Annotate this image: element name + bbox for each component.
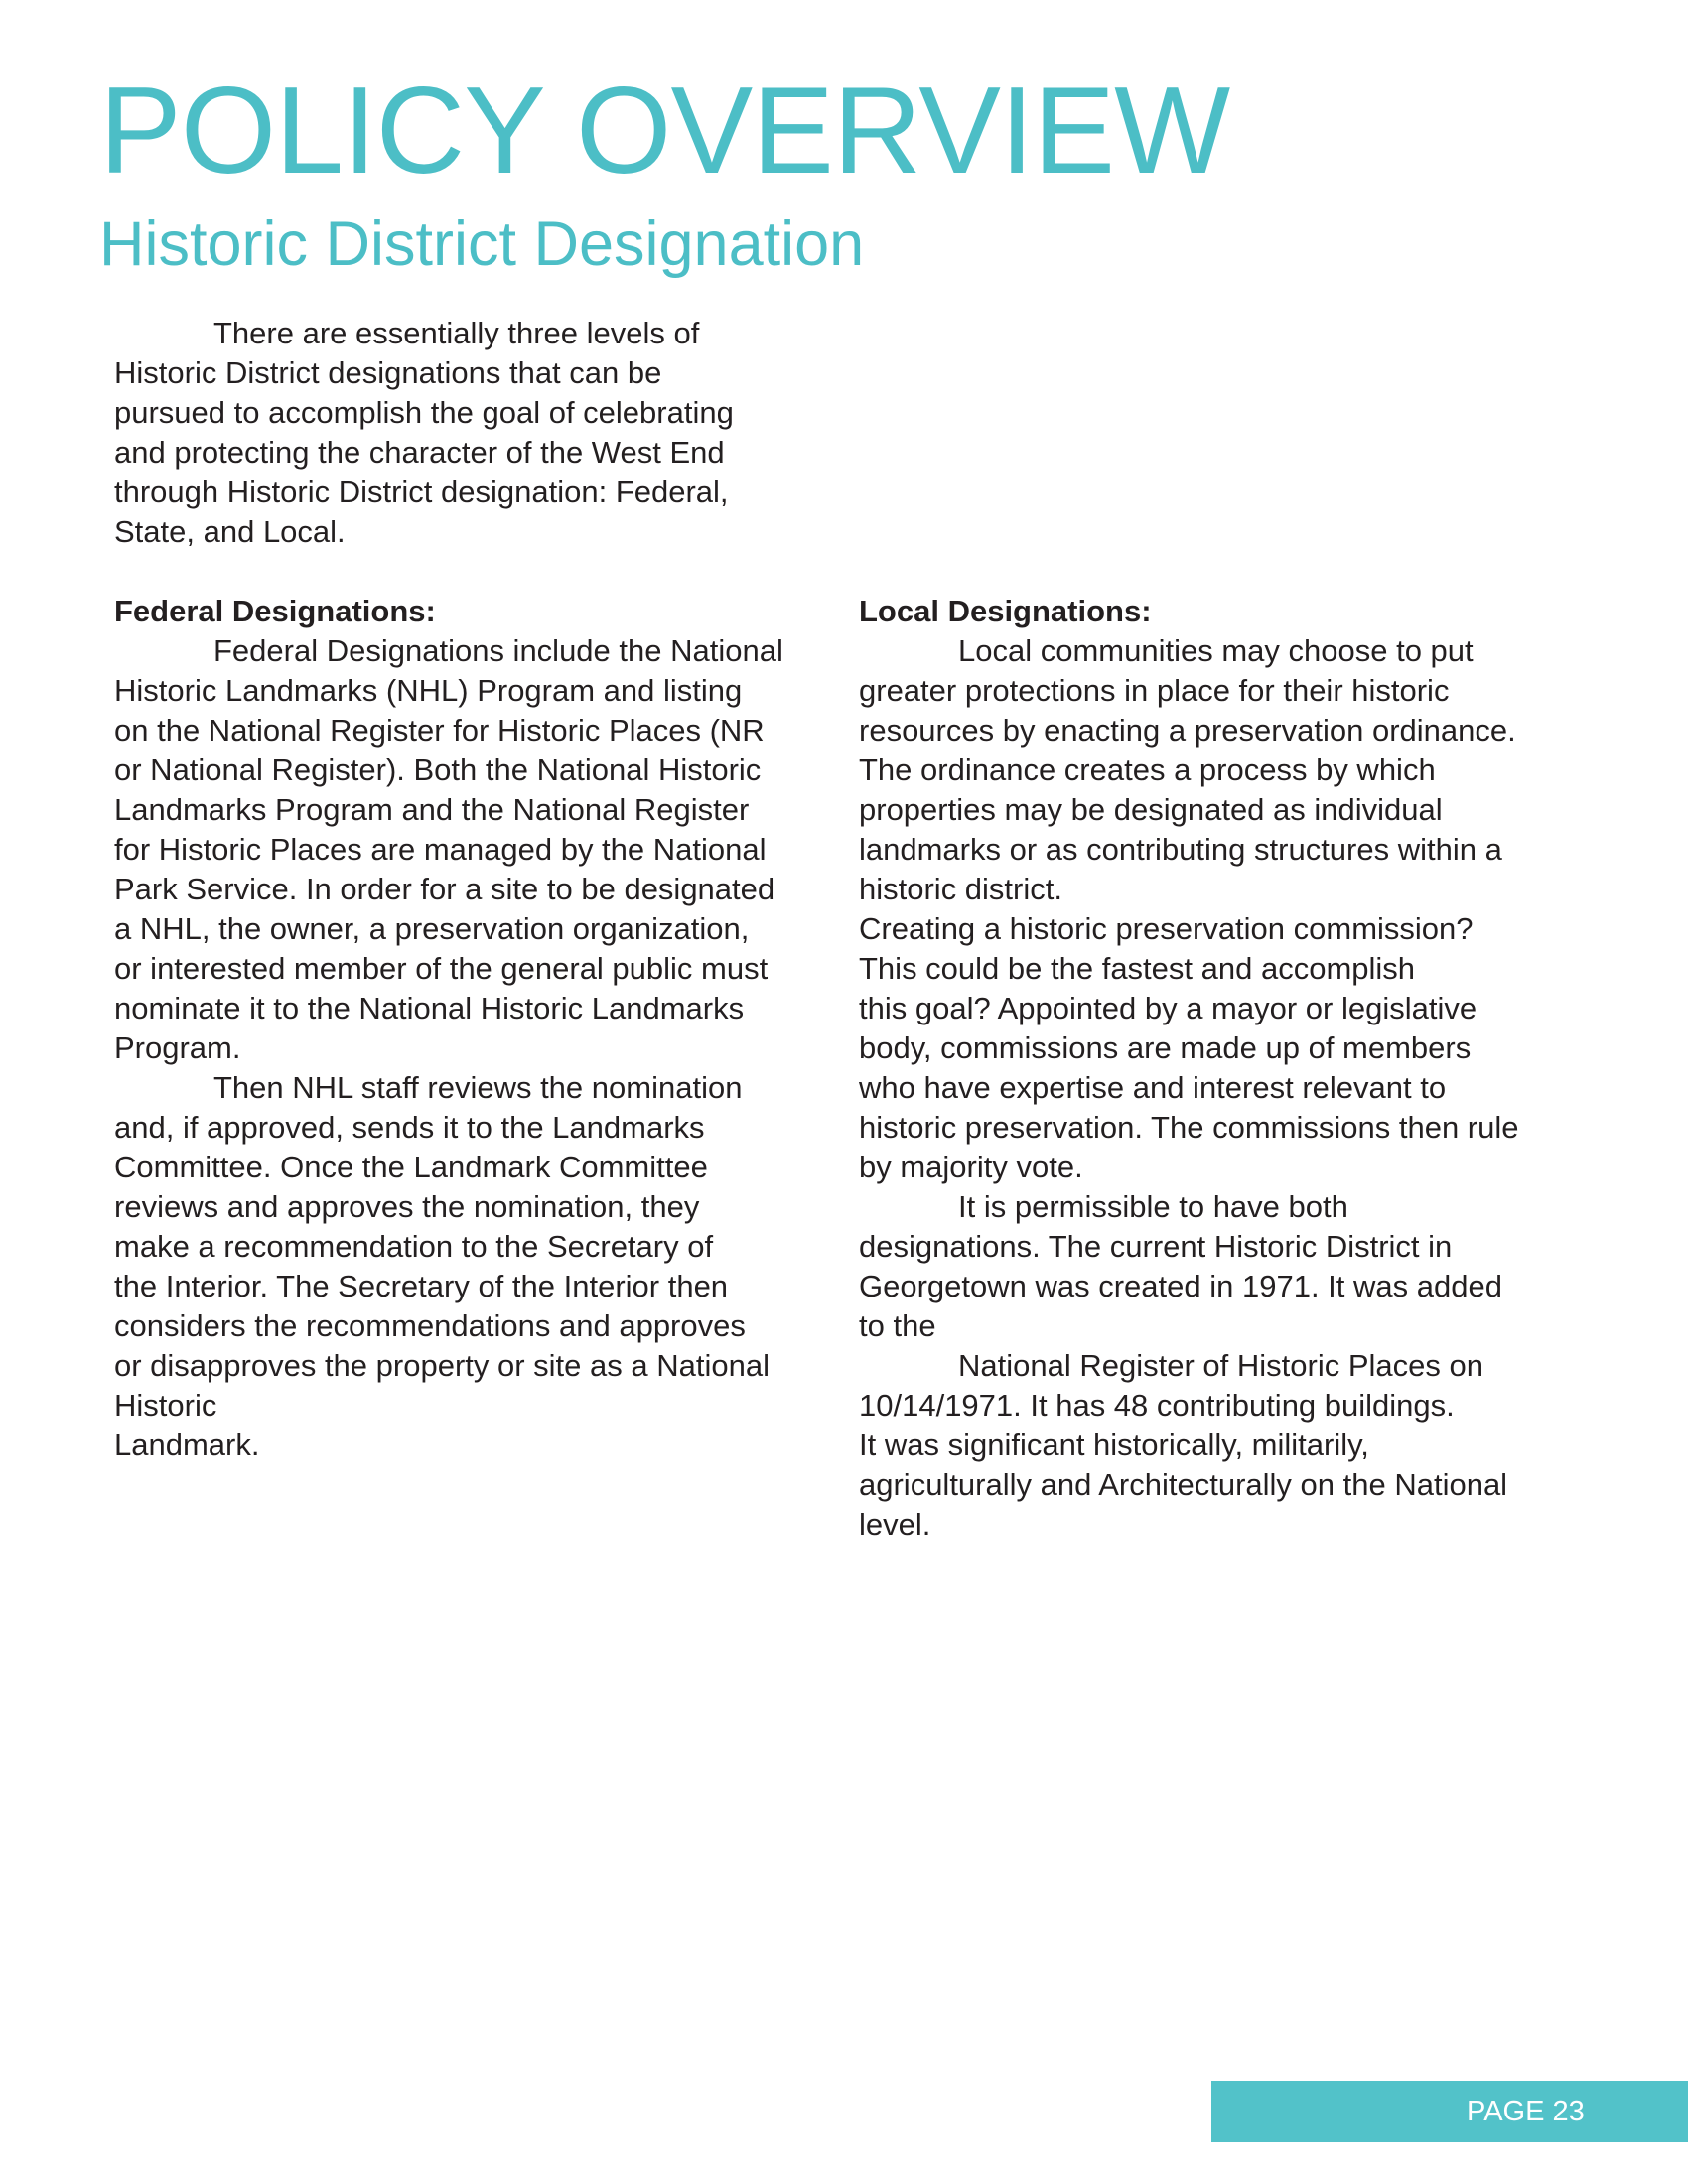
federal-designations-heading: Federal Designations: — [114, 594, 436, 628]
federal-paragraph-1: Federal Designations include the National Historic Landmarks (NHL) Program and listing on the National Register for Historic Places (NR or National Register). Both the National Historic Landmarks Program and the National Register for Historic Places are managed by the National Park Service. In order for a site to be designated a NHL, the owner, a preservation organization, or interested member of the general public must nominate it to the National Historic Landmarks Program. — [114, 633, 783, 1065]
local-paragraph-4: National Register of Historic Places on 10/14/1971. It has 48 contributing buildings. — [859, 1348, 1483, 1423]
page-title: POLICY OVERVIEW — [99, 63, 1230, 200]
page-number-bar — [1211, 2081, 1688, 2142]
page-number: PAGE 23 — [1467, 2096, 1585, 2127]
federal-designations-column — [114, 592, 841, 1465]
page-subtitle: Historic District Designation — [99, 209, 865, 279]
federal-paragraph-3: Landmark. — [114, 1428, 260, 1462]
local-paragraph-1: Local communities may choose to put greater protections in place for their historic resources by enacting a preservation ordinance. The ordinance creates a process by which properties may be designated as individual landmarks or as contributing structures within a historic district. — [859, 633, 1516, 906]
local-paragraph-2: Creating a historic preservation commission? This could be the fastest and accomplish this goal? Appointed by a mayor or legislative body, commissions are made up of members who have expertise and interest relevant to historic preservation. The commissions then rule by majority vote. — [859, 911, 1519, 1184]
local-paragraph-3: It is permissible to have both designations. The current Historic District in Georgetown was created in 1971. It was added to the — [859, 1189, 1502, 1343]
intro-text: There are essentially three levels of Historic District designations that can be pursued to accomplish the goal of celebrating and protecting the character of the West End through Historic District designation: Federal, State, and Local. — [114, 316, 734, 549]
intro-paragraph — [114, 314, 809, 552]
local-paragraph-5: It was significant historically, militarily, agriculturally and Architecturally on the National level. — [859, 1428, 1508, 1542]
federal-paragraph-2: Then NHL staff reviews the nomination and, if approved, sends it to the Landmarks Committee. Once the Landmark Committee reviews and approves the nomination, they make a recommendation to the Secretary of the Interior. The Secretary of the Interior then considers the recommendations and approves or disapproves the property or site as a National Historic — [114, 1070, 770, 1423]
local-designations-column — [859, 592, 1574, 1545]
local-designations-heading: Local Designations: — [859, 594, 1152, 628]
